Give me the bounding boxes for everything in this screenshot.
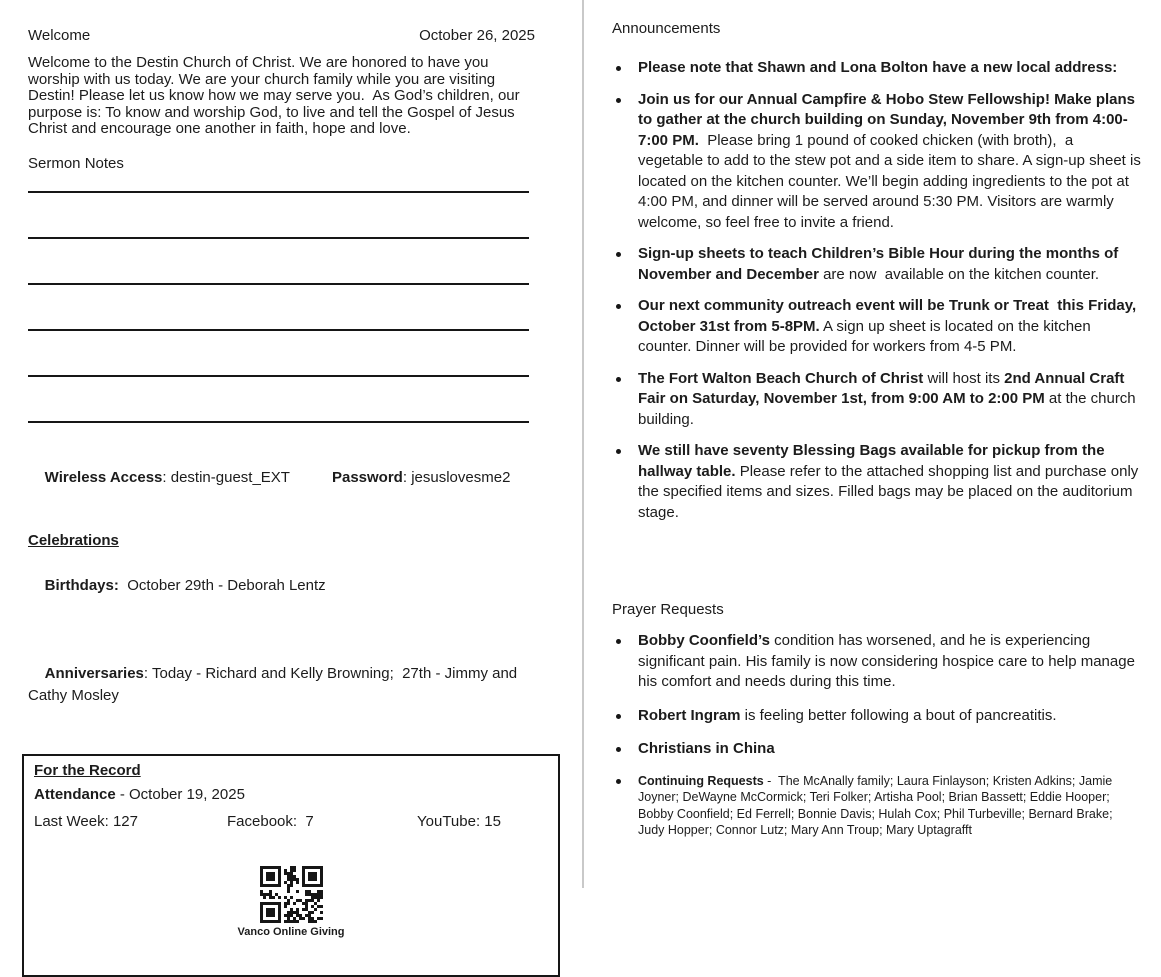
- wireless-network-value: : destin-guest_EXT: [162, 468, 290, 486]
- list-item-text: Join us for our Annual Campfire & Hobo Stew Fellowship! Make plans to gather at the church building on Sunday, November 9th from 4:00-7:00 PM. Please bring 1 pound of cooked chicken (with broth), a vegetable to add to the stew pot and a side item to share. A sign-up sheet is located on the kitchen counter. We’ll begin adding ingredients to the pot at 4:00 PM, and dinner will be served around 5:30 PM. Visitors are warmly welcome, so feel free to invite a friend.: [638, 90, 1145, 231]
- attendance-date: - October 19, 2025: [115, 785, 245, 803]
- attendance-stats-row: [34, 813, 548, 830]
- list-item-text: Robert Ingram is feeling better following a bout of pancreatitis.: [638, 706, 1057, 724]
- left-page-header: [28, 27, 535, 44]
- list-item: [612, 90, 1145, 234]
- list-item-text: Continuing Requests - The McAnally family; Laura Finlayson; Kristen Adkins; Jamie Joyner; DeWayne McCormick; Teri Folker; Artisha Pool; Brian Bassett; Eddie Hooper; Bobby Coonfield; Ed Ferrell; Bonnie Davis; Hulah Cox; Phil Turbeville; Bernard Brake; Judy Hopper; Connor Lutz; Mary Ann Troup; Mary Uptagrafft: [638, 773, 1117, 837]
- celebrations-heading: Celebrations: [28, 531, 119, 549]
- sermon-note-line: [28, 172, 529, 193]
- wireless-access-row: [28, 452, 535, 503]
- list-item: [612, 773, 1141, 839]
- password-group: [332, 469, 510, 486]
- list-item-text: We still have seventy Blessing Bags available for pickup from the hallway table. Please refer to the attached shopping list and purchase only the specified items and sizes. Filled bags may be placed on the auditorium stage.: [638, 442, 1143, 521]
- announcements-heading: Announcements: [612, 20, 721, 37]
- list-item-text: Christians in China: [638, 740, 775, 757]
- anniversaries-label: Anniversaries: [44, 664, 144, 682]
- bullet-icon: [612, 244, 638, 285]
- birthdays-row: [28, 560, 535, 611]
- sermon-notes-lines: [28, 172, 535, 423]
- page-title: Welcome: [28, 27, 91, 44]
- online-giving-block: [34, 866, 548, 938]
- wireless-access-label: Wireless Access: [44, 468, 163, 486]
- birthdays-label: Birthdays:: [44, 576, 119, 594]
- bullet-icon: [612, 58, 638, 79]
- list-item: [612, 441, 1141, 523]
- list-item: [612, 706, 1141, 727]
- sermon-note-line: [28, 331, 529, 377]
- prayer-requests-heading: Prayer Requests: [612, 601, 724, 618]
- list-item-text: Bobby Coonfield’s condition has worsened, and he is experiencing significant pain. His family is now considering hospice care to help manage his comfort and needs during this time.: [638, 632, 1140, 690]
- qr-code-icon: [260, 866, 323, 923]
- password-label: Password: [331, 468, 403, 486]
- stat-last-week: Last Week: 127: [34, 812, 138, 830]
- page-fold-divider: [582, 0, 584, 888]
- bullet-icon: [612, 90, 638, 234]
- attendance-label: Attendance: [34, 785, 116, 803]
- bullet-icon: [612, 773, 638, 839]
- birthdays-value: October 29th - Deborah Lentz: [118, 576, 326, 594]
- list-item: [612, 244, 1141, 285]
- list-item-text: Sign-up sheets to teach Children’s Bible Hour during the months of November and December are now available on the kitchen counter.: [638, 245, 1123, 283]
- sermon-note-line: [28, 285, 529, 331]
- bullet-icon: [612, 369, 638, 431]
- bullet-icon: [612, 296, 638, 358]
- welcome-paragraph: Welcome to the Destin Church of Christ. We are honored to have you worship with us today. We are your church family while you are visiting Destin! Please let us know how we may serve you. As God’s children, our purpose is: To know and worship God, to live and tell the Gospel of Jesus Christ and encourage one another in faith, hope and love.: [28, 54, 524, 137]
- sermon-note-line: [28, 193, 529, 239]
- list-item: [612, 739, 1141, 760]
- stat-facebook: Facebook: 7: [227, 812, 314, 830]
- for-the-record-heading: For the Record: [34, 761, 141, 779]
- anniversaries-row: [28, 641, 535, 729]
- list-item: [612, 58, 1141, 79]
- bulletin-right-page: [612, 0, 1145, 852]
- sermon-note-line: [28, 377, 529, 423]
- sermon-note-line: [28, 239, 529, 285]
- list-item-text: Please note that Shawn and Lona Bolton have a new local address:: [638, 59, 1118, 76]
- list-item: [612, 369, 1141, 431]
- anniversaries-value: : Today - Richard and Kelly Browning; 27th - Jimmy and Cathy Mosley: [28, 664, 522, 704]
- bullet-icon: [612, 706, 638, 727]
- password-value: : jesuslovesme2: [402, 468, 511, 486]
- bullet-icon: [612, 631, 638, 693]
- bulletin-date: October 26, 2025: [419, 27, 535, 44]
- for-the-record-box: [22, 754, 560, 977]
- bulletin-left-page: [28, 0, 535, 977]
- list-item-text: Our next community outreach event will be Trunk or Treat this Friday, October 31st from 5-8PM. A sign up sheet is located on the kitchen counter. Dinner will be provided for workers from 4-5 PM.: [638, 297, 1141, 355]
- list-item-text: The Fort Walton Beach Church of Christ will host its 2nd Annual Craft Fair on Saturday, November 1st, from 9:00 AM to 2:00 PM at the church building.: [638, 369, 1140, 428]
- prayer-requests-list: [612, 631, 1141, 839]
- bullet-icon: [612, 739, 638, 760]
- list-item: [612, 631, 1141, 693]
- announcements-list: [612, 58, 1145, 523]
- qr-caption: Vanco Online Giving: [237, 925, 345, 938]
- list-item: [612, 296, 1141, 358]
- sermon-notes-heading: Sermon Notes: [28, 154, 124, 172]
- bullet-icon: [612, 441, 638, 523]
- attendance-row: [34, 786, 548, 803]
- stat-youtube: YouTube: 15: [417, 812, 501, 830]
